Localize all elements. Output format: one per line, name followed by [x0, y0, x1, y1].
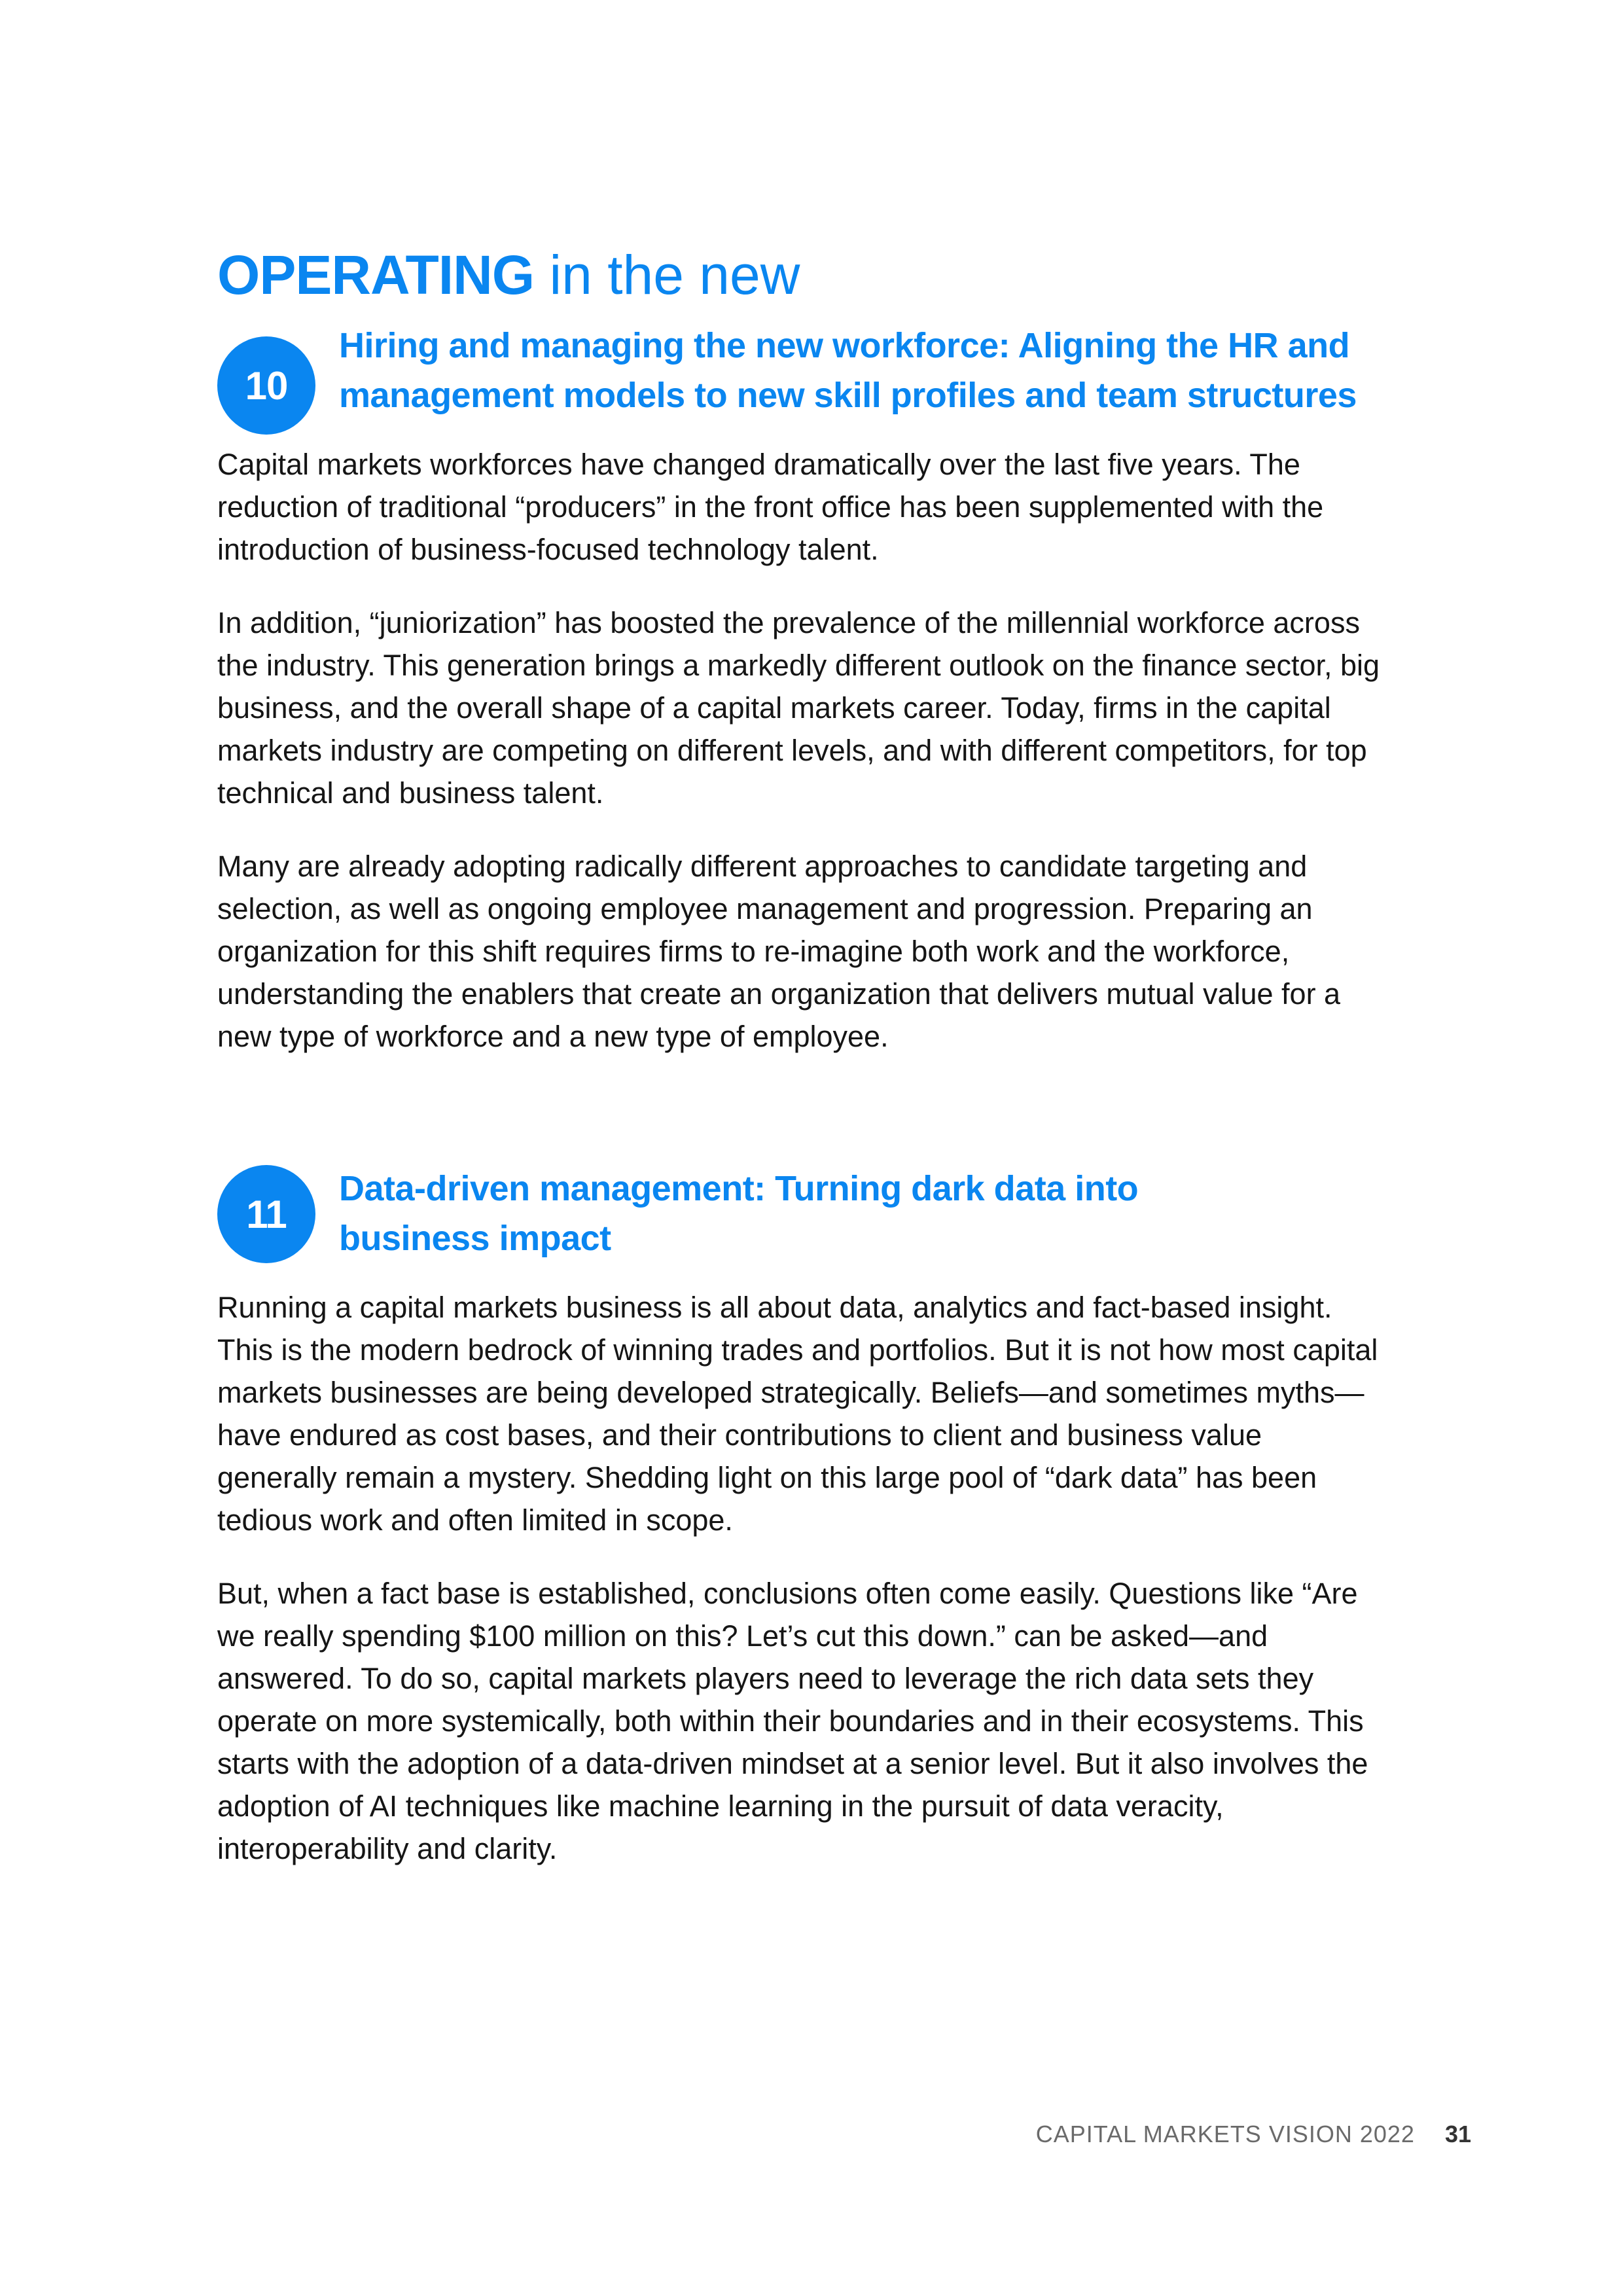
- page-title-rest: in the new: [549, 244, 800, 306]
- section-11: [217, 1164, 1382, 1901]
- publication-name: CAPITAL MARKETS VISION 2022: [1035, 2121, 1415, 2147]
- section-10: [217, 321, 1382, 1088]
- body-paragraph: In addition, “juniorization” has boosted the prevalence of the millennial workforce across the industry. This generation brings a markedly different outlook on the finance sector, big business, and the overall shape of a capital markets career. Today, firms in the capital markets industry are competing on different levels, and with different competitors, for top technical and business talent.: [217, 606, 1380, 810]
- section-header: [217, 321, 1382, 420]
- section-title: Hiring and managing the new workforce: Aligning the HR and management models to new skill profiles and team structures: [339, 326, 1357, 415]
- section-body: [217, 443, 1382, 1058]
- page-title-bold: OPERATING: [217, 244, 535, 306]
- section-title: Data-driven management: Turning dark data into business impact: [339, 1169, 1139, 1258]
- body-paragraph: But, when a fact base is established, conclusions often come easily. Questions like “Are we really spending $100 million on this? Let’s cut this down.” can be asked—and answered. To do so, capital markets players need to leverage the rich data sets they operate on more systemically, both within their boundaries and in their ecosystems. This starts with the adoption of a data-driven mindset at a senior level. But it also involves the adoption of AI techniques like machine learning in the pursuit of data veracity, interoperability and clarity.: [217, 1577, 1368, 1865]
- body-paragraph: Capital markets workforces have changed dramatically over the last five years. The reduction of traditional “producers” in the front office has been supplemented with the introduction of business-focused technology talent.: [217, 448, 1324, 566]
- page-footer: [1036, 2121, 1471, 2148]
- body-paragraph: Many are already adopting radically different approaches to candidate targeting and selection, as well as ongoing employee management and progression. Preparing an organization for this shift requires firms to re-imagine both work and the workforce, understanding the enablers that create an organization that delivers mutual value for a new type of workforce and a new type of employee.: [217, 850, 1341, 1053]
- page-title: [217, 245, 800, 305]
- section-header: [217, 1164, 1382, 1263]
- section-number-badge: 10: [217, 336, 315, 435]
- page-number: 31: [1444, 2121, 1471, 2147]
- section-body: [217, 1286, 1382, 1870]
- section-number-badge: 11: [217, 1165, 315, 1263]
- body-paragraph: Running a capital markets business is all about data, analytics and fact-based insight. This is the modern bedrock of winning trades and portfolios. But it is not how most capital markets businesses are being developed strategically. Beliefs—and sometimes myths—have endured as cost bases, and their contributions to client and business value generally remain a mystery. Shedding light on this large pool of “dark data” has been tedious work and often limited in scope.: [217, 1291, 1378, 1537]
